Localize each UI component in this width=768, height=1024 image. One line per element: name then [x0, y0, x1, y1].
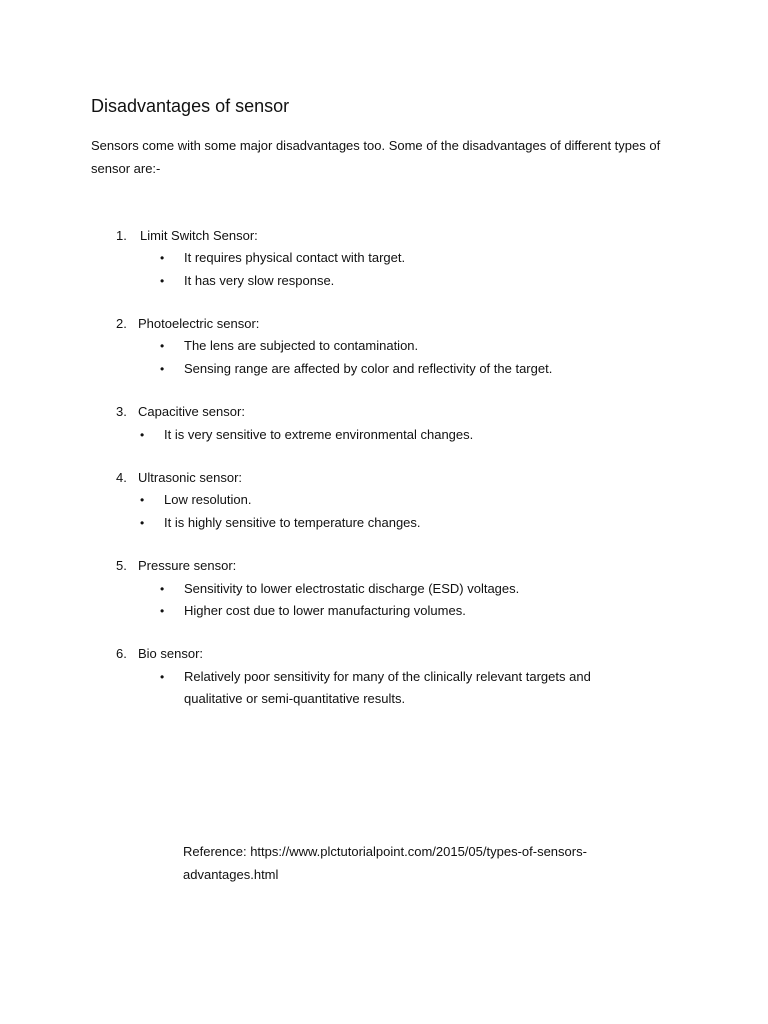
list-number: 1.: [116, 228, 127, 243]
bullet-icon: •: [140, 516, 145, 530]
bullet-text: Sensing range are affected by color and reflectivity of the target.: [184, 361, 553, 376]
bullet-icon: •: [160, 604, 165, 618]
bullet-icon: •: [160, 362, 165, 376]
bullet-text: Low resolution.: [164, 492, 252, 507]
bullet-icon: •: [160, 582, 165, 596]
bullet-text: Sensitivity to lower electrostatic discharge (ESD) voltages.: [184, 581, 520, 596]
list-item-label: Capacitive sensor:: [138, 404, 245, 419]
list-item-label: Limit Switch Sensor:: [140, 228, 258, 243]
list-number: 6.: [116, 646, 127, 661]
list-item-ultrasonic: [116, 468, 242, 488]
reference-text: Reference: https://www.plctutorialpoint.com/2015/05/types-of-sensors-advantages.html: [183, 844, 587, 882]
bullet-text: The lens are subjected to contamination.: [184, 338, 419, 353]
intro-paragraph: Sensors come with some major disadvantages too. Some of the disadvantages of different types of sensor are:-: [91, 138, 661, 176]
bullet-text: It is highly sensitive to temperature changes.: [164, 515, 421, 530]
bullet-text: It is very sensitive to extreme environmental changes.: [164, 427, 474, 442]
bullet-text: Higher cost due to lower manufacturing volumes.: [184, 603, 466, 618]
bullet-text: It has very slow response.: [184, 273, 335, 288]
list-item-label: Bio sensor:: [138, 646, 204, 661]
bullet-text: Relatively poor sensitivity for many of the clinically relevant targets and: [184, 669, 591, 684]
bullet-icon: •: [140, 493, 145, 507]
list-item-capacitive: [116, 402, 245, 422]
list-item-photoelectric: [116, 314, 259, 334]
bullet-icon: •: [140, 428, 145, 442]
list-item-pressure: [116, 556, 236, 576]
bullet-text: It requires physical contact with target.: [184, 250, 406, 265]
list-item-limit-switch: [116, 226, 258, 246]
list-number: 2.: [116, 316, 127, 331]
list-item-bio: [116, 644, 203, 664]
page-title: Disadvantages of sensor: [91, 96, 290, 116]
bullet-icon: •: [160, 274, 165, 288]
list-item-label: Pressure sensor:: [138, 558, 237, 573]
list-number: 3.: [116, 404, 127, 419]
list-number: 4.: [116, 470, 127, 485]
bullet-text: qualitative or semi-quantitative results.: [184, 691, 406, 706]
bullet-icon: •: [160, 339, 165, 353]
list-item-label: Ultrasonic sensor:: [138, 470, 243, 485]
list-item-label: Photoelectric sensor:: [138, 316, 260, 331]
bullet-icon: •: [160, 670, 165, 684]
list-number: 5.: [116, 558, 127, 573]
bullet-icon: •: [160, 251, 165, 265]
